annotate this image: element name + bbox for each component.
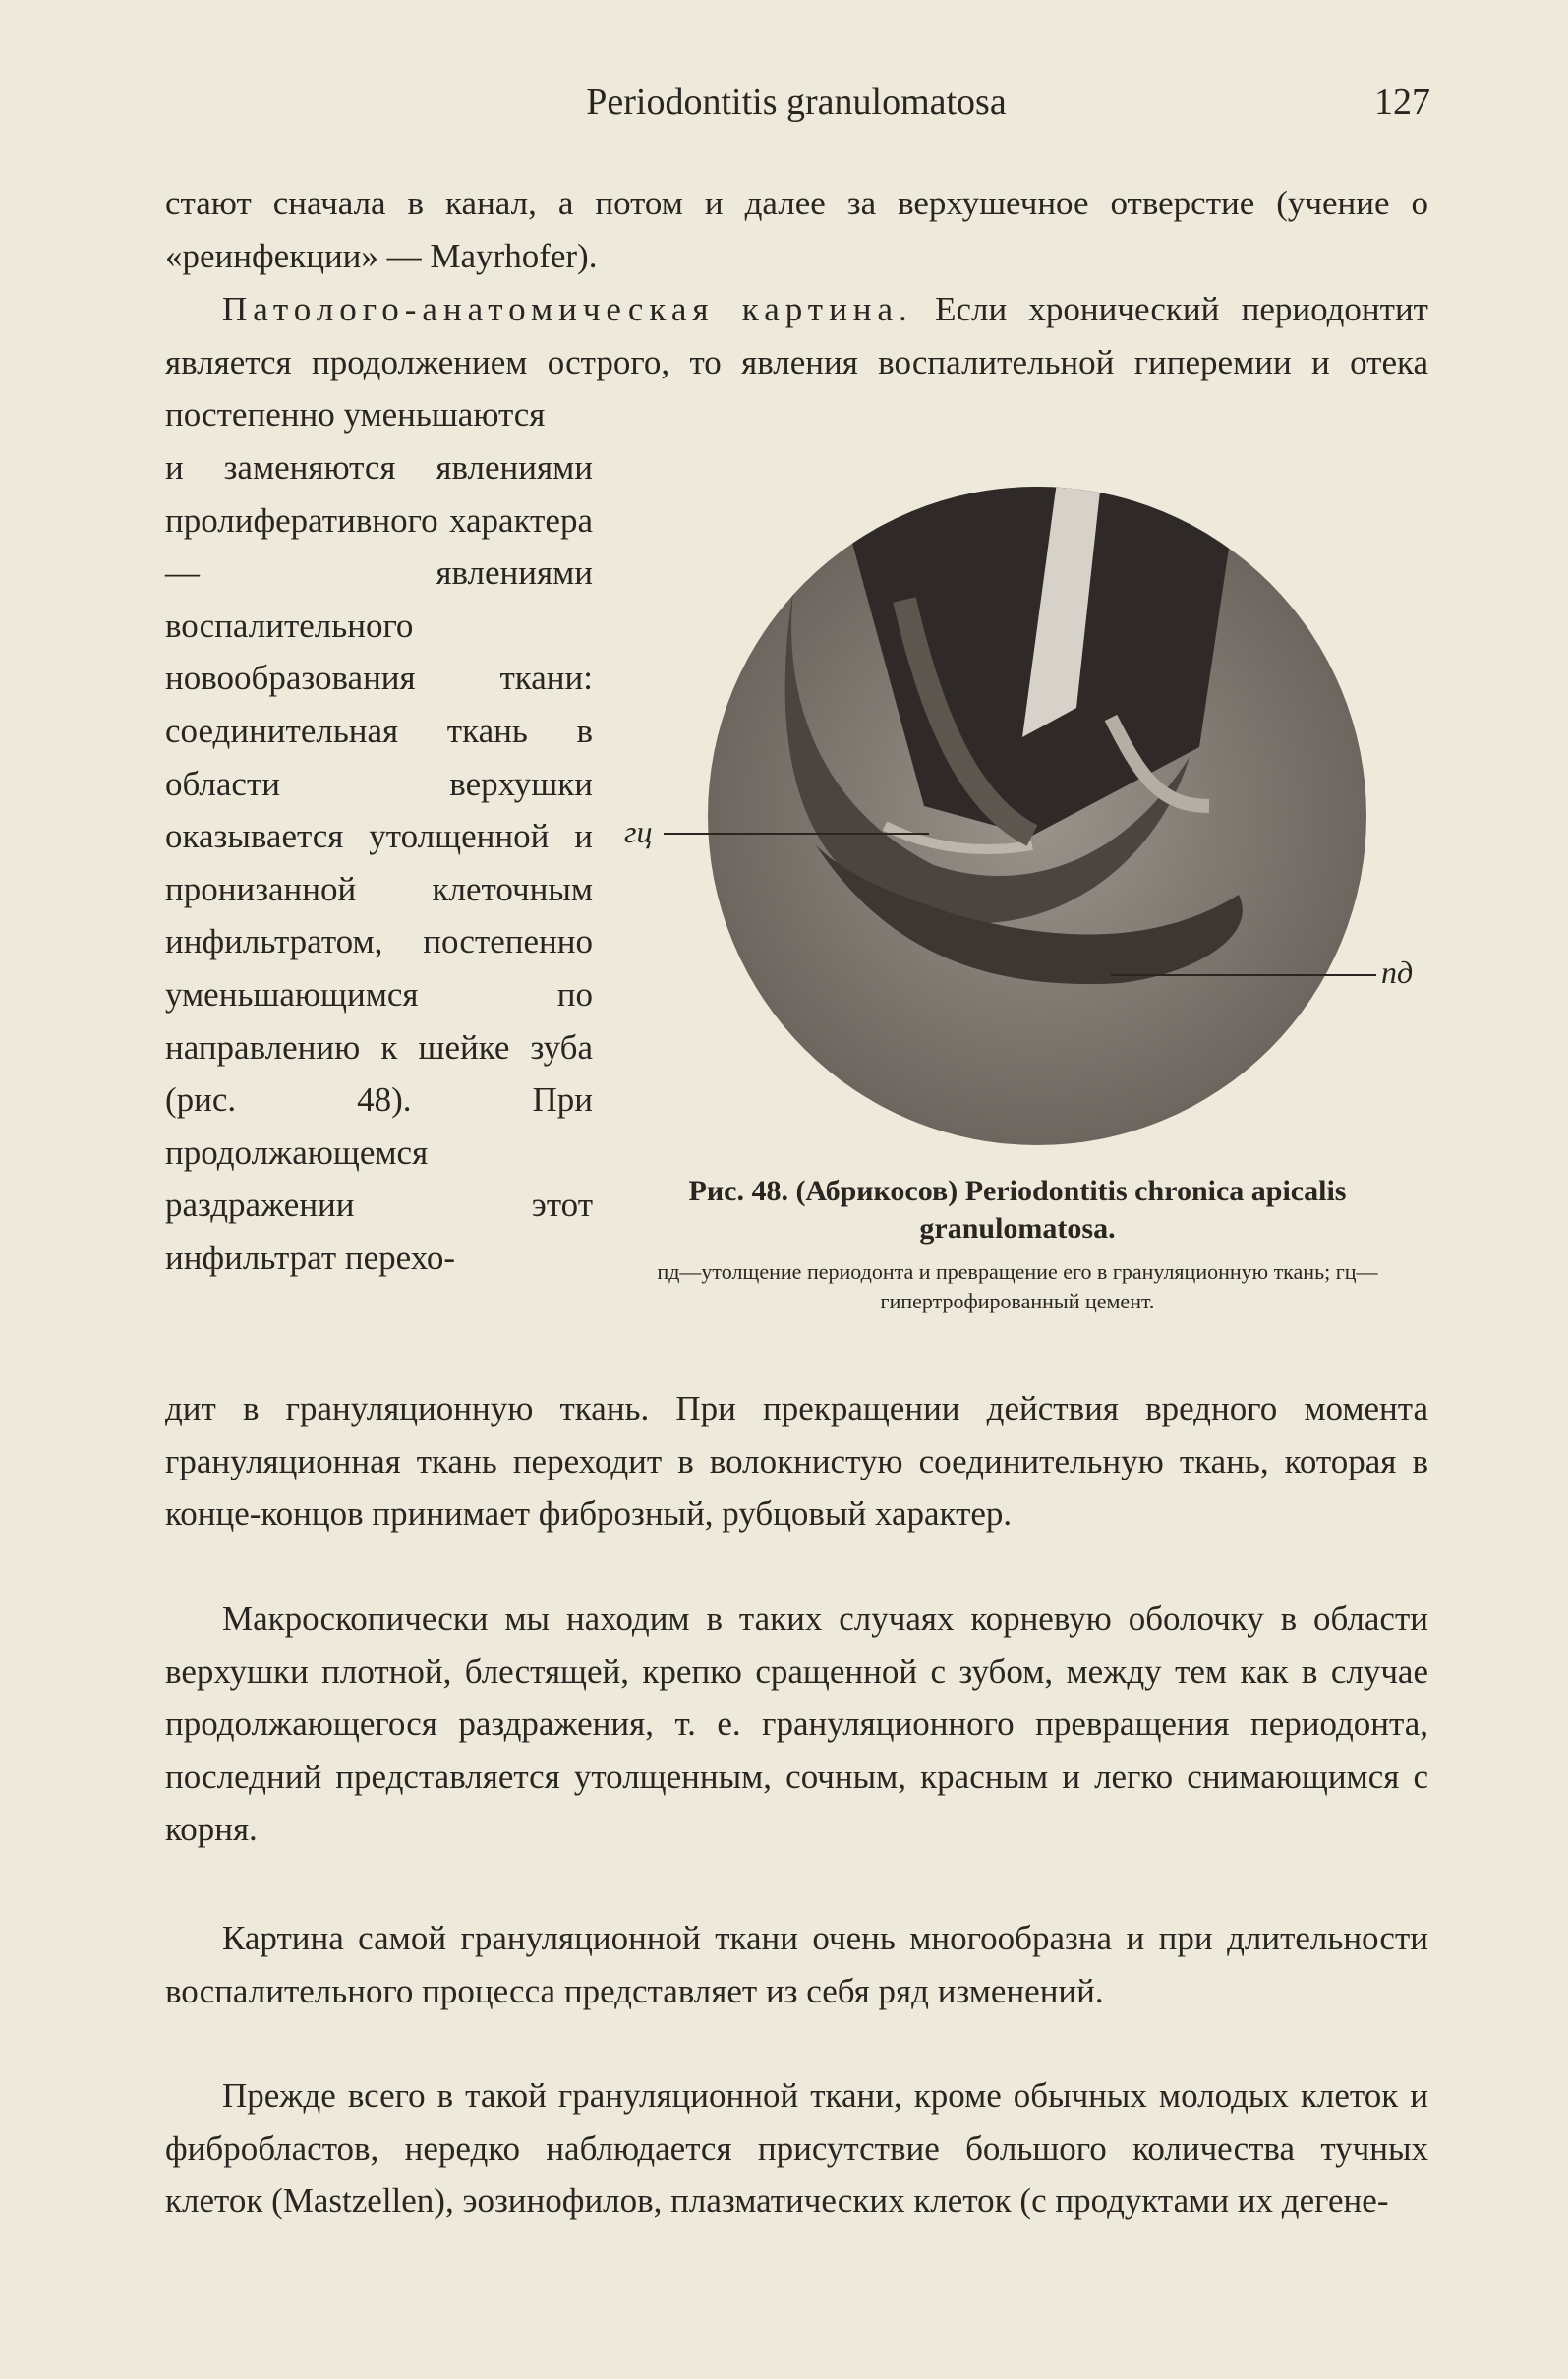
- paragraph-macroscopic: Макроскопически мы находим в таких случаях корневую оболочку в области верхушки плотной, блестящей, крепко сращенной с зубом, между тем как в случае продолжающегося раздражения, т. е. грануляционного превращения периодонта, последний представляется утолщенным, сочным, красным и легко снимающимся с корня.: [165, 1599, 1428, 1849]
- label-pd: пд: [1381, 955, 1414, 990]
- running-title: Periodontitis granulomatosa: [586, 82, 1007, 123]
- page-number: 127: [1374, 82, 1430, 123]
- paragraph-continuation: дит в грануляционную ткань. При прекращении действия вредного момента грануляционная ткань переходит в волокнистую соединительную ткань, которая в конце-концов принимает фиброзный, рубцовый характер.: [165, 1389, 1428, 1534]
- paragraph-intro: стают сначала в канал, а потом и далее за верхушечное отверстие (учение о «реинфекции» — Mayrhofer).: [165, 184, 1428, 275]
- paragraph-pathology: [165, 283, 1428, 441]
- running-header: [162, 81, 1430, 140]
- paragraph-picture: Картина самой грануляционной ткани очень многообразна и при длительности воспалительного процесса представляет из себя ряд изменений.: [165, 1919, 1428, 2010]
- paragraph-column: и заменяются явлениями пролиферативного характера — явлениями воспалительного новообразования ткани: соединительная ткань в области верхушки оказывается утолщенной и пронизанной клеточным инфильтратом, постепенно уменьшающимся по направлению к шейке зуба (рис. 48). При продолжающемся раздражении этот инфильтрат перехо-: [165, 448, 593, 1277]
- caption-title: Рис. 48. (Абрикосов) Periodontitis chronica apicalis granulomatosa.: [688, 1175, 1347, 1245]
- micrograph-figure: [610, 482, 1416, 1170]
- pathology-text: Если хронический периодонтит является продолжением острого, то явления воспалительной гиперемии и отека постепенно уменьшаются: [165, 290, 1428, 435]
- caption-text: пд—утолщение периодонта и превращение его в грануляционную ткань; гц—гипертрофированный цемент.: [657, 1259, 1378, 1313]
- label-gc: гц: [624, 814, 653, 849]
- pathology-heading: Патолого-анатомическая картина.: [222, 290, 913, 328]
- paragraph-cells: Прежде всего в такой грануляционной ткани, кроме обычных молодых клеток и фибробластов, нередко наблюдается присутствие большого количества тучных клеток (Mastzellen), эозинофилов, плазматических клеток (с продуктами их дегене-: [165, 2076, 1428, 2221]
- figure-caption: [634, 1173, 1401, 1316]
